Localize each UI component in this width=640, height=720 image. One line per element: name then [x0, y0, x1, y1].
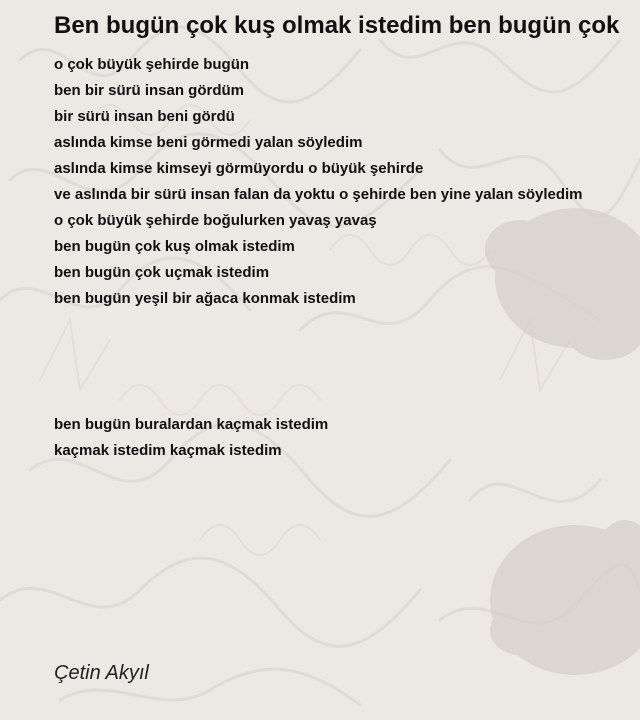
poem-line: o çok büyük şehirde boğulurken yavaş yavaş: [54, 212, 377, 229]
poem-stanza-2: [54, 412, 328, 464]
poem-line: ben bugün çok kuş olmak istedim: [54, 238, 295, 255]
poem-line: ve aslında bir sürü insan falan da yoktu o şehirde ben yine yalan söyledim: [54, 186, 583, 203]
poem-line: bir sürü insan beni gördü: [54, 108, 235, 125]
poem-line: aslında kimse beni görmedi yalan söyledim: [54, 134, 363, 151]
poem-line: o çok büyük şehirde bugün: [54, 56, 250, 73]
poem-title: Ben bugün çok kuş olmak istedim ben bugün çok: [54, 12, 620, 39]
poem-line: ben bugün çok uçmak istedim: [54, 264, 270, 281]
poem-line: ben bugün buralardan kaçmak istedim: [54, 416, 329, 433]
poem-line: aslında kimse kimseyi görmüyordu o büyük şehirde: [54, 160, 424, 177]
poem-stanza-1: [54, 52, 583, 312]
poem-author: Çetin Akyıl: [54, 662, 149, 684]
poem-line: kaçmak istedim kaçmak istedim: [54, 442, 282, 459]
poem-line: ben bir sürü insan gördüm: [54, 82, 245, 99]
poem-line: ben bugün yeşil bir ağaca konmak istedim: [54, 290, 356, 307]
